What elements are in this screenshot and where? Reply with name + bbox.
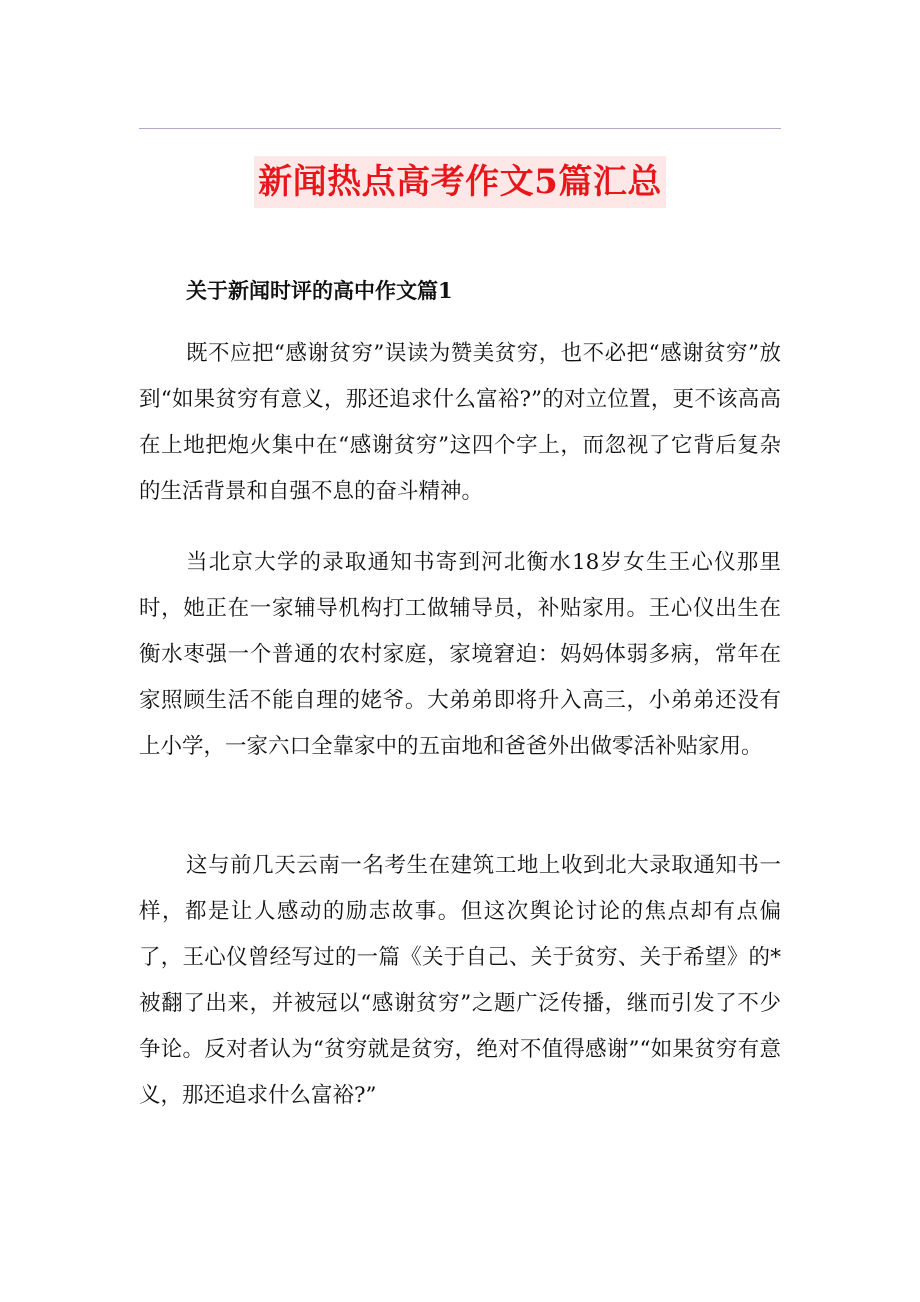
document-title: 新闻热点高考作文5篇汇总 — [254, 156, 666, 208]
section-heading: 关于新闻时评的高中作文篇1 — [186, 278, 453, 303]
paragraph-1: 既不应把“感谢贫穷”误读为赞美贫穷，也不必把“感谢贫穷”放到“如果贫穷有意义，那还追求什么富裕?”的对立位置，更不该高高在上地把炮火集中在“感谢贫穷”这四个字上，而忽视了它背后复杂的生活背景和自强不息的奋斗精神。 — [139, 341, 781, 504]
title-container — [0, 156, 920, 208]
paragraph-2: 当北京大学的录取通知书寄到河北衡水18岁女生王心仪那里时，她正在一家辅导机构打工做辅导员，补贴家用。王心仪出生在衡水枣强一个普通的农村家庭，家境窘迫：妈妈体弱多病，常年在家照顾生活不能自理的姥爷。大弟弟即将升入高三，小弟弟还没有上小学，一家六口全靠家中的五亩地和爸爸外出做零活补贴家用。 — [139, 550, 781, 759]
header-divider — [139, 128, 781, 129]
paragraph-3: 这与前几天云南一名考生在建筑工地上收到北大录取通知书一样，都是让人感动的励志故事。但这次舆论讨论的焦点却有点偏了，王心仪曾经写过的一篇《关于自己、关于贫穷、关于希望》的*被翻了出来，并被冠以“感谢贫穷”之题广泛传播，继而引发了不少争论。反对者认为“贫穷就是贫穷，绝对不值得感谢”“如果贫穷有意义，那还追求什么富裕?” — [139, 853, 781, 1108]
